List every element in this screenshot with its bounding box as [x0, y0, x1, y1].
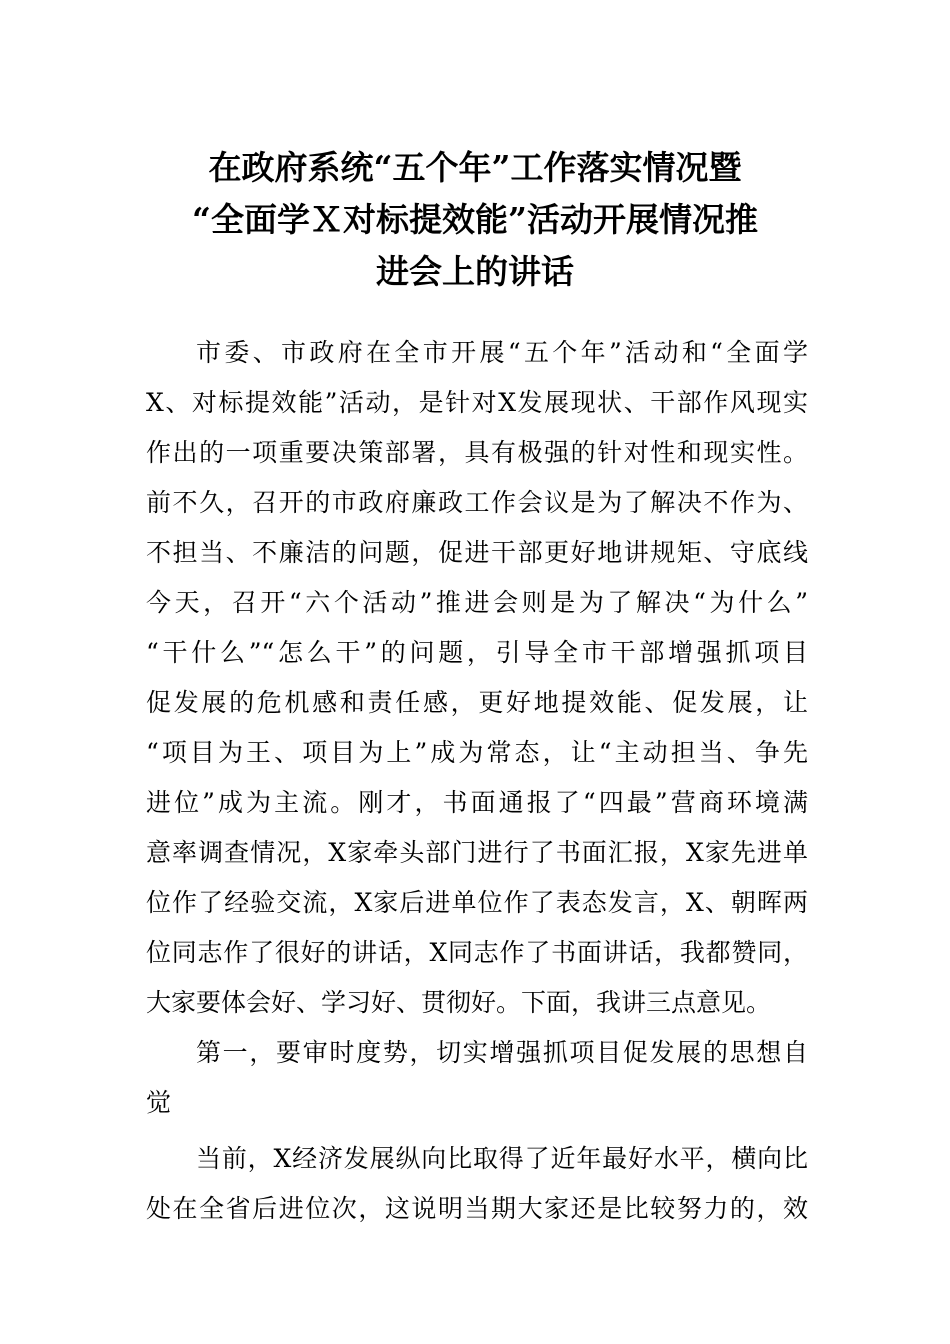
text-line: 觉: [146, 1088, 172, 1117]
text-line: 第一，要审时度势，切实增强抓项目促发展的思想自: [196, 1038, 808, 1067]
text-line: 作出的一项重要决策部署，具有极强的针对性和现实性。: [146, 438, 808, 467]
paragraph-2: [146, 1134, 808, 1234]
text-line: 进位”成为主流。刚才，书面通报了“四最”营商环境满: [146, 788, 808, 817]
document-body: [146, 328, 808, 1234]
text-line: 大家要体会好、学习好、贯彻好。下面，我讲三点意见。: [146, 988, 772, 1017]
title-line: “全面学Ｘ对标提效能”活动开展情况推: [192, 200, 758, 239]
text-line: 当前，X经济发展纵向比取得了近年最好水平，横向比: [196, 1144, 808, 1173]
text-line: “项目为王、项目为上”成为常态，让“主动担当、争先: [146, 738, 808, 767]
text-line: 不担当、不廉洁的问题，促进干部更好地讲规矩、守底线: [146, 538, 808, 567]
title-line: 在政府系统“五个年”工作落实情况暨: [208, 148, 742, 187]
text-line: 市委、市政府在全市开展“五个年”活动和“全面学: [196, 338, 808, 367]
text-line: “干什么”“怎么干”的问题，引导全市干部增强抓项目: [146, 638, 808, 667]
text-line: 意率调查情况，X家牵头部门进行了书面汇报，X家先进单: [146, 838, 808, 867]
text-line: 前不久，召开的市政府廉政工作会议是为了解决不作为、: [146, 488, 808, 517]
title-line: 进会上的讲话: [376, 252, 574, 291]
text-line: 处在全省后进位次，这说明当期大家还是比较努力的，效: [146, 1194, 808, 1223]
text-line: 促发展的危机感和责任感，更好地提效能、促发展，让: [146, 688, 808, 717]
text-line: X、对标提效能”活动，是针对X发展现状、干部作风现实: [146, 388, 808, 417]
section-heading-1: [146, 1028, 808, 1128]
document-title: [140, 142, 810, 298]
paragraph-1: [146, 328, 808, 1028]
text-line: 今天，召开“六个活动”推进会则是为了解决“为什么”: [146, 588, 808, 617]
text-line: 位同志作了很好的讲话，X同志作了书面讲话，我都赞同，: [146, 938, 808, 967]
text-line: 位作了经验交流，X家后进单位作了表态发言，X、朝晖两: [146, 888, 808, 917]
